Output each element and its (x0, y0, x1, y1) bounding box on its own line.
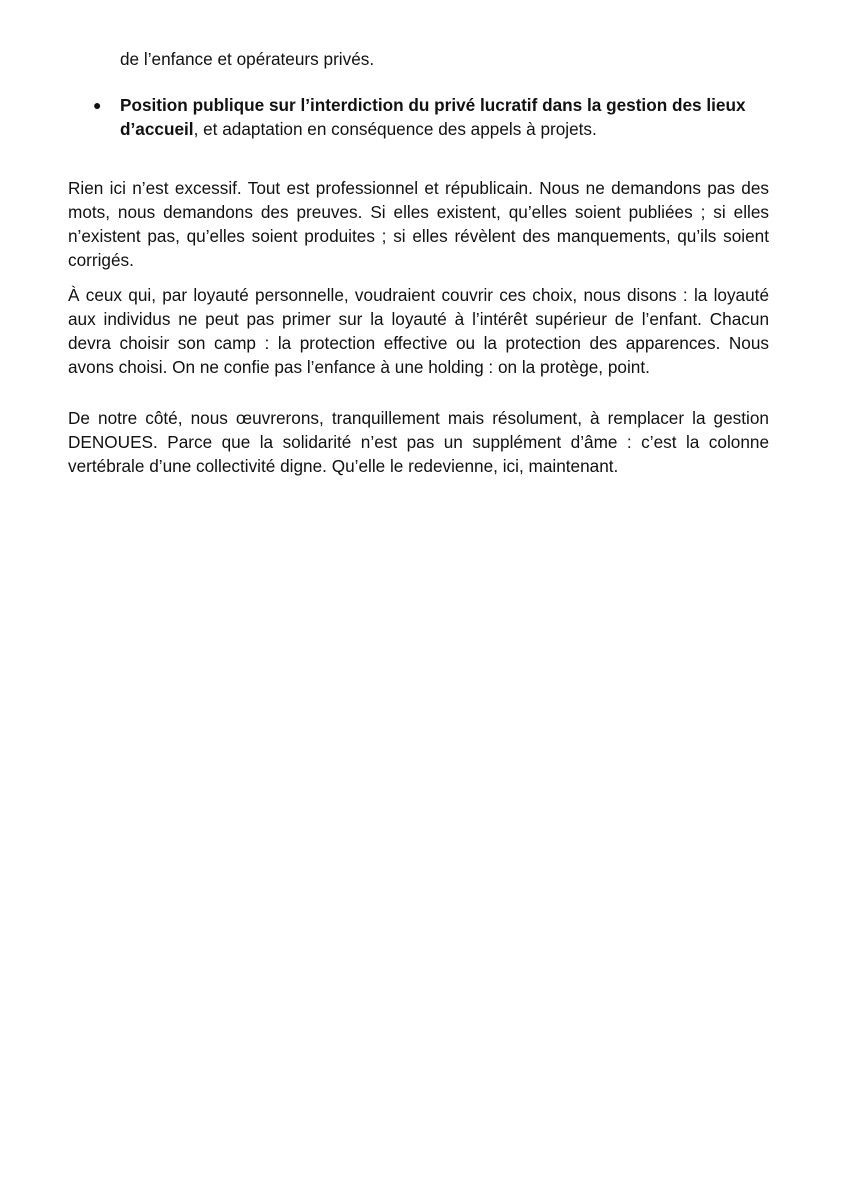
paragraph: De notre côté, nous œuvrerons, tranquillement mais résolument, à remplacer la gestion DENOUES. Parce que la solidarité n’est pas un supplément d’âme : c’est la colonne vertébrale d’une collectivité digne. Qu’elle le redevienne, ici, maintenant. (68, 408, 769, 476)
bullet-rest-text: , et adaptation en conséquence des appels à projets. (193, 119, 597, 139)
paragraph: À ceux qui, par loyauté personnelle, voudraient couvrir ces choix, nous disons : la loyauté aux individus ne peut pas primer sur la loyauté à l’intérêt supérieur de l’enfant. Chacun devra choisir son camp : la protection effective ou la protection des apparences. Nous avons choisi. On ne confie pas l’enfance à une holding : on la protège, point. (68, 285, 769, 377)
list-item-continuation: de l’enfance et opérateurs privés. (120, 49, 375, 69)
paragraph: Rien ici n’est excessif. Tout est professionnel et républicain. Nous ne demandons pas des mots, nous demandons des preuves. Si elles existent, qu’elles soient publiées ; si elles n’existent pas, qu’elles soient produites ; si elles révèlent des manquements, qu’ils soient corrigés. (68, 178, 769, 270)
bullet-text (120, 93, 770, 141)
bullet-icon: ● (93, 97, 102, 113)
bullet-list-item (93, 93, 773, 141)
bullet-bold-text: Position publique sur l’interdiction du privé lucratif dans la gestion des lieux d’accueil (120, 95, 746, 139)
